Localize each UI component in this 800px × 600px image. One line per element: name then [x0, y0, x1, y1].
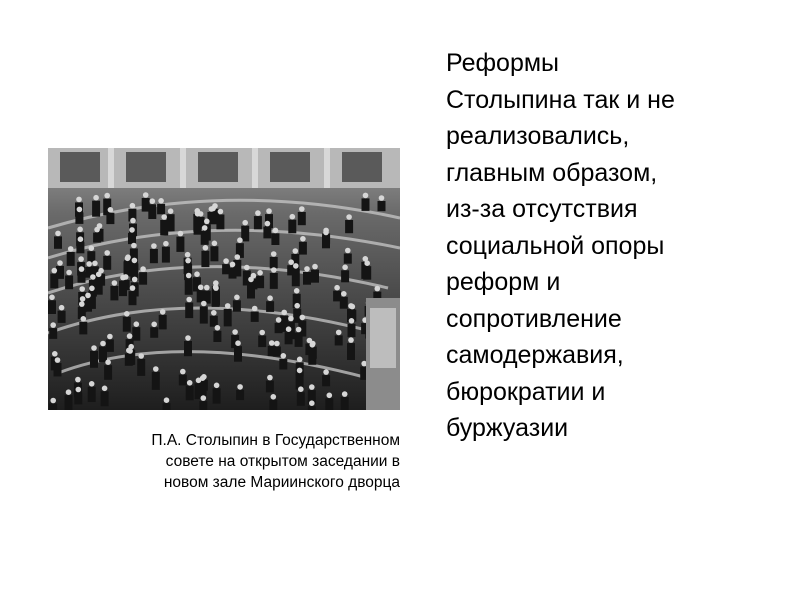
- crowd-head: [297, 368, 303, 374]
- crowd-figure: [311, 270, 319, 283]
- crowd-head: [235, 254, 241, 260]
- crowd-head: [296, 327, 302, 333]
- crowd-figure: [254, 216, 262, 229]
- crowd-figure: [65, 395, 73, 410]
- crowd-head: [204, 285, 210, 291]
- crowd-figure: [308, 406, 316, 410]
- crowd-head: [180, 369, 186, 375]
- crowd-figure: [103, 199, 111, 216]
- crowd-head: [323, 369, 329, 375]
- crowd-head: [299, 206, 305, 212]
- crowd-head: [379, 195, 385, 201]
- crowd-figure: [269, 400, 277, 410]
- crowd-figure: [271, 233, 279, 245]
- crowd-head: [105, 359, 111, 365]
- crowd-head: [281, 310, 287, 316]
- crowd-figure: [256, 276, 264, 288]
- crowd-figure: [347, 343, 355, 360]
- crowd-figure: [279, 359, 287, 370]
- main-text: Реформы Столыпина так и не реализовались, главным образом, из-за отсутствия социальной опоры реформ и сопротивление самодержавия, бюрократии и буржуазии: [446, 49, 675, 442]
- crowd-head: [336, 330, 342, 336]
- crowd-head: [242, 220, 248, 226]
- caption-line: П.А. Столыпин в Государственном: [151, 432, 400, 449]
- crowd-head: [112, 280, 118, 286]
- crowd-figure: [150, 249, 158, 263]
- crowd-figure: [236, 390, 244, 400]
- crowd-figure: [268, 346, 276, 356]
- crowd-head: [252, 306, 258, 312]
- crowd-head: [127, 333, 133, 339]
- crowd-head: [91, 345, 97, 351]
- crowd-figure: [157, 204, 165, 215]
- crowd-figure: [137, 359, 145, 376]
- crowd-figure: [54, 363, 62, 376]
- crowd-figure: [199, 401, 207, 410]
- crowd-head: [213, 280, 219, 286]
- assembly-hall-photo: [48, 148, 400, 410]
- crowd-head: [209, 206, 215, 212]
- photo-caption: [60, 430, 400, 493]
- crowd-head: [309, 400, 315, 406]
- crowd-head: [68, 246, 74, 252]
- crowd-head: [153, 366, 159, 372]
- crowd-figure: [79, 322, 87, 335]
- crowd-figure: [212, 291, 220, 305]
- crowd-figure: [184, 341, 192, 356]
- crowd-head: [49, 295, 55, 301]
- crowd-head: [232, 329, 238, 335]
- crowd-head: [125, 256, 131, 262]
- crowd-head: [100, 341, 106, 347]
- crowd-head: [290, 214, 296, 220]
- crowd-figure: [325, 398, 333, 410]
- crowd-figure: [362, 198, 370, 211]
- crowd-figure: [275, 323, 283, 333]
- crowd-head: [143, 192, 149, 198]
- crowd-figure: [152, 372, 160, 390]
- crowd-head: [78, 256, 84, 262]
- crowd-head: [131, 243, 137, 249]
- crowd-head: [225, 303, 231, 309]
- crowd-head: [55, 357, 61, 363]
- crowd-head: [327, 393, 333, 399]
- crowd-figure: [348, 324, 356, 337]
- crowd-head: [274, 341, 280, 347]
- crowd-figure: [104, 365, 112, 380]
- crowd-figure: [159, 315, 167, 330]
- crowd-head: [215, 325, 221, 331]
- crowd-head: [85, 293, 91, 299]
- crowd-head: [300, 315, 306, 321]
- crowd-head: [161, 214, 167, 220]
- crowd-head: [52, 351, 58, 357]
- crowd-head: [187, 380, 193, 386]
- crowd-figure: [234, 346, 242, 362]
- crowd-head: [77, 207, 83, 213]
- crowd-head: [185, 258, 191, 264]
- crowd-figure: [213, 388, 221, 403]
- crowd-head: [363, 193, 369, 199]
- crowd-head: [266, 208, 272, 214]
- crowd-head: [59, 305, 65, 311]
- crowd-head: [271, 251, 277, 257]
- crowd-head: [138, 353, 144, 359]
- crowd-figure: [139, 272, 147, 285]
- crowd-figure: [49, 404, 57, 411]
- crowd-head: [288, 316, 294, 322]
- crowd-figure: [263, 227, 271, 239]
- crowd-figure: [233, 300, 241, 311]
- crowd-head: [123, 274, 129, 280]
- crowd-figure: [333, 291, 341, 302]
- crowd-head: [257, 270, 263, 276]
- crowd-head: [212, 241, 218, 247]
- crowd-head: [77, 227, 83, 233]
- crowd-head: [102, 386, 108, 392]
- crowd-figure: [176, 237, 184, 252]
- crowd-head: [76, 197, 82, 203]
- crowd-head: [375, 286, 381, 292]
- crowd-head: [186, 273, 192, 279]
- crowd-head: [130, 218, 136, 224]
- crowd-head: [281, 353, 287, 359]
- crowd-figure: [210, 316, 218, 327]
- crowd-head: [203, 245, 209, 251]
- crowd-head: [235, 340, 241, 346]
- crowd-figure: [103, 256, 111, 270]
- crowd-figure: [200, 380, 208, 391]
- crowd-head: [185, 335, 191, 341]
- crowd-head: [132, 277, 138, 283]
- crowd-head: [297, 357, 303, 363]
- crowd-head: [323, 230, 329, 236]
- crowd-head: [66, 389, 72, 395]
- crowd-head: [89, 381, 95, 387]
- crowd-head: [178, 231, 184, 237]
- crowd-figure: [258, 336, 266, 348]
- crowd-head: [185, 252, 191, 258]
- crowd-figure: [251, 312, 259, 322]
- crowd-figure: [335, 335, 343, 345]
- crowd-head: [312, 264, 318, 270]
- crowd-figure: [67, 252, 75, 266]
- crowd-figure: [179, 375, 187, 386]
- crowd-head: [223, 258, 229, 264]
- crowd-figure: [201, 251, 209, 267]
- crowd-figure: [65, 276, 73, 290]
- crowd-head: [234, 295, 240, 301]
- crowd-figure: [101, 391, 109, 406]
- crowd-head: [151, 322, 157, 328]
- crowd-figure: [163, 403, 171, 410]
- crowd-figure: [110, 286, 118, 300]
- crowd-head: [211, 310, 217, 316]
- crowd-head: [76, 387, 82, 393]
- crowd-head: [349, 318, 355, 324]
- crowd-head: [158, 198, 164, 204]
- crowd-head: [130, 203, 136, 209]
- crowd-head: [230, 262, 236, 268]
- crowd-head: [293, 248, 299, 254]
- crowd-head: [244, 265, 250, 271]
- crowd-head: [98, 268, 104, 274]
- crowd-head: [300, 236, 306, 242]
- crowd-figure: [344, 254, 352, 264]
- crowd-figure: [298, 212, 306, 225]
- crowd-figure: [345, 220, 353, 233]
- crowd-head: [50, 322, 56, 328]
- crowd-figure: [90, 351, 98, 368]
- crowd-figure: [201, 231, 209, 245]
- crowd-figure: [76, 242, 84, 253]
- crowd-head: [271, 267, 277, 273]
- crowd-head: [134, 321, 140, 327]
- crowd-head: [255, 210, 261, 216]
- crowd-head: [265, 221, 271, 227]
- crowd-figure: [185, 303, 193, 319]
- crowd-head: [164, 397, 170, 403]
- caption-line: новом зале Мариинского дворца: [163, 474, 400, 491]
- crowd-figure: [288, 220, 296, 234]
- crowd-figure: [123, 317, 131, 332]
- crowd-head: [78, 236, 84, 242]
- crowd-head: [310, 342, 316, 348]
- crowd-head: [345, 248, 351, 254]
- crowd-figure: [270, 257, 278, 268]
- crowd-figure: [99, 347, 107, 363]
- crowd-head: [132, 258, 138, 264]
- crowd-head: [334, 285, 340, 291]
- crowd-figure: [297, 392, 305, 406]
- crowd-head: [168, 208, 174, 214]
- crowd-head: [294, 288, 300, 294]
- crowd-head: [196, 378, 202, 384]
- crowd-head: [151, 243, 157, 249]
- crowd-head: [90, 274, 96, 280]
- crowd-head: [213, 285, 219, 291]
- crowd-figure: [224, 309, 232, 327]
- photo-illustration: [48, 148, 400, 410]
- crowd-head: [55, 231, 61, 237]
- crowd-figure: [210, 246, 218, 261]
- crowd-head: [276, 317, 282, 323]
- crowd-head: [163, 241, 169, 247]
- crowd-head: [348, 337, 354, 343]
- crowd-head: [108, 207, 114, 213]
- crowd-figure: [160, 220, 168, 236]
- crowd-head: [198, 285, 204, 291]
- crowd-figure: [378, 201, 386, 211]
- crowd-head: [194, 271, 200, 277]
- crowd-figure: [266, 301, 274, 312]
- crowd-head: [79, 286, 85, 292]
- crowd-figure: [50, 274, 58, 289]
- crowd-head: [363, 256, 369, 262]
- crowd-head: [89, 245, 95, 251]
- crowd-head: [186, 297, 192, 303]
- crowd-head: [237, 237, 243, 243]
- crowd-figure: [48, 300, 56, 314]
- crowd-figure: [162, 247, 170, 263]
- crowd-figure: [308, 348, 316, 365]
- crowd-figure: [106, 213, 114, 224]
- crowd-figure: [200, 307, 208, 324]
- crowd-figure: [88, 387, 96, 402]
- crowd-head: [66, 270, 72, 276]
- crowd-head: [129, 227, 135, 233]
- crowd-head: [298, 386, 304, 392]
- crowd-head: [267, 295, 273, 301]
- crowd-head: [52, 268, 58, 274]
- crowd-figure: [303, 272, 311, 285]
- crowd-figure: [185, 279, 193, 295]
- crowd-head: [50, 398, 56, 404]
- crowd-head: [342, 391, 348, 397]
- crowd-figure: [270, 273, 278, 289]
- crowd-figure: [142, 198, 150, 212]
- crowd-head: [202, 225, 208, 231]
- crowd-figure: [322, 375, 330, 386]
- crowd-head: [273, 228, 279, 234]
- crowd-head: [81, 316, 87, 322]
- crowd-figure: [222, 264, 230, 274]
- crowd-head: [309, 384, 315, 390]
- crowd-figure: [132, 327, 140, 341]
- crowd-head: [150, 198, 156, 204]
- crowd-head: [93, 195, 99, 201]
- crowd-head: [342, 265, 348, 271]
- crowd-figure: [49, 328, 57, 339]
- crowd-figure: [128, 233, 136, 244]
- crowd-head: [92, 261, 98, 267]
- crowd-figure: [74, 393, 82, 405]
- crowd-head: [294, 303, 300, 309]
- crowd-figure: [54, 236, 62, 248]
- crowd-figure: [341, 270, 349, 282]
- crowd-head: [86, 261, 92, 267]
- crowd-head: [140, 266, 146, 272]
- crowd-head: [75, 377, 81, 383]
- crowd-head: [201, 374, 207, 380]
- crowd-head: [104, 193, 110, 199]
- crowd-head: [214, 383, 220, 389]
- crowd-head: [293, 263, 299, 269]
- crowd-head: [286, 326, 292, 332]
- crowd-head: [128, 344, 134, 350]
- crowd-figure: [186, 386, 194, 401]
- crowd-head: [130, 285, 136, 291]
- crowd-head: [271, 394, 277, 400]
- crowd-head: [201, 301, 207, 307]
- crowd-head: [204, 219, 210, 225]
- crowd-figure: [106, 340, 114, 352]
- crowd-figure: [341, 397, 349, 410]
- crowd-head: [195, 208, 201, 214]
- crowd-head: [107, 334, 113, 340]
- crowd-figure: [150, 327, 158, 338]
- crowd-head: [160, 309, 166, 315]
- crowd-head: [251, 273, 257, 279]
- crowd-head: [267, 375, 273, 381]
- crowd-head: [269, 340, 275, 346]
- crowd-head: [97, 223, 103, 229]
- crowd-head: [80, 296, 86, 302]
- crowd-head: [288, 259, 294, 265]
- crowd-head: [124, 311, 130, 317]
- caption-line: совете на открытом заседании в: [165, 453, 400, 470]
- crowd-head: [304, 266, 310, 272]
- crowd-figure: [78, 272, 86, 283]
- crowd-head: [104, 250, 110, 256]
- crowd-figure: [58, 311, 66, 323]
- crowd-head: [79, 301, 85, 307]
- crowd-head: [341, 291, 347, 297]
- crowd-head: [218, 209, 224, 215]
- crowd-figure: [266, 381, 274, 393]
- crowd-head: [201, 395, 207, 401]
- crowd-head: [259, 330, 265, 336]
- crowd-figure: [92, 201, 100, 217]
- crowd-head: [89, 286, 95, 292]
- crowd-figure: [299, 242, 307, 255]
- crowd-figure: [216, 215, 224, 230]
- crowd-figure: [122, 280, 130, 290]
- crowd-figure: [75, 212, 83, 224]
- crowd-head: [57, 260, 63, 266]
- crowd-head: [350, 304, 356, 310]
- crowd-head: [79, 266, 85, 272]
- crowd-figure: [213, 331, 221, 342]
- crowd-head: [346, 214, 352, 220]
- crowd-figure: [322, 236, 330, 249]
- crowd-head: [237, 384, 243, 390]
